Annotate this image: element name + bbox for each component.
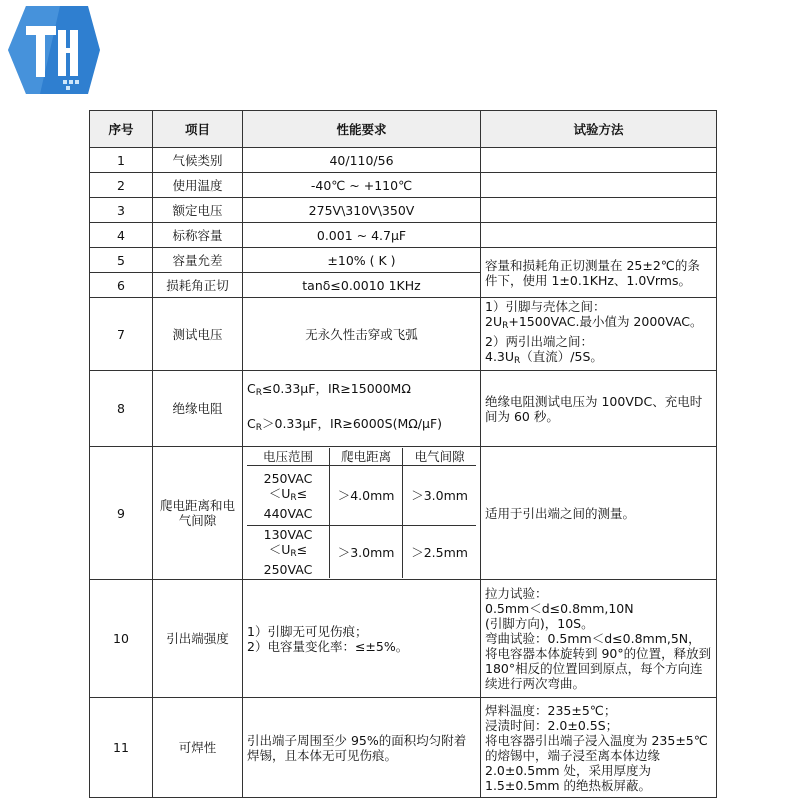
row-method: 绝缘电阻测试电压为 100VDC、充电时间为 60 秒。: [481, 371, 717, 447]
row-item: 气候类别: [153, 148, 243, 173]
row-method: [481, 198, 717, 223]
row-method: 拉力试验： 0.5mm＜d≤0.8mm,10N (引脚方向)，10S。 弯曲试验：0.5mm＜d≤0.8mm,5N，将电容器本体旋转到 90°的位置，释放到 180°相反的位置回到原点，每个方向连续进行两次弯曲。: [481, 580, 717, 698]
row-no: 11: [90, 698, 153, 798]
table-row: [90, 198, 717, 223]
creepage-distance: ＞3.0mm: [329, 526, 402, 579]
row-requirement: 引出端子周围至少 95%的面积均匀附着焊锡，且本体无可见伤痕。: [243, 698, 481, 798]
row-method: [481, 223, 717, 248]
row-method-shared: 容量和损耗角正切测量在 25±2℃的条件下，使用 1±0.1KHz、1.0Vrms。: [481, 248, 717, 298]
subtable-header: 电压范围: [247, 448, 329, 466]
row-item: 使用温度: [153, 173, 243, 198]
row-no: 6: [90, 273, 153, 298]
row-no: 10: [90, 580, 153, 698]
row-no: 9: [90, 447, 153, 580]
row-item: 爬电距离和电气间隙: [153, 447, 243, 580]
row-requirement: ±10% ( K ): [243, 248, 481, 273]
row-no: 7: [90, 298, 153, 371]
row-requirement: 40/110/56: [243, 148, 481, 173]
table-row: [90, 698, 717, 798]
row-item: 绝缘电阻: [153, 371, 243, 447]
header-requirement: 性能要求: [243, 111, 481, 148]
voltage-range: 250VAC $<U_R\le$ 440VAC: [247, 466, 329, 526]
row-item: 测试电压: [153, 298, 243, 371]
subtable-header: 电气间隙: [403, 448, 476, 466]
creepage-subtable: [247, 448, 476, 578]
row-no: 4: [90, 223, 153, 248]
spec-table: [89, 110, 717, 798]
row-requirement: [243, 447, 481, 580]
subtable-header: 爬电距离: [329, 448, 402, 466]
row-requirement: tanδ≤0.0010 1KHz: [243, 273, 481, 298]
voltage-range: 130VAC $<U_R\le$ 250VAC: [247, 526, 329, 579]
table-row: [90, 580, 717, 698]
table-row: [90, 371, 717, 447]
table-row: [90, 173, 717, 198]
row-item: 可焊性: [153, 698, 243, 798]
row-item: 额定电压: [153, 198, 243, 223]
creepage-distance: ＞4.0mm: [329, 466, 402, 526]
table-row: [90, 248, 717, 273]
table-row: [90, 298, 717, 371]
row-no: 8: [90, 371, 153, 447]
row-method: 1）引脚与壳体之间： $2U_R+1500VAC$.最小值为 2000VAC。 2）两引出端之间： $4.3U_R$（直流）/5S。: [481, 298, 717, 371]
row-item: 损耗角正切: [153, 273, 243, 298]
row-method: [481, 173, 717, 198]
company-logo: [0, 0, 100, 100]
row-requirement: -40℃ ~ +110℃: [243, 173, 481, 198]
table-row: [90, 223, 717, 248]
row-requirement: 275V\310V\350V: [243, 198, 481, 223]
clearance: ＞3.0mm: [403, 466, 476, 526]
row-item: 标称容量: [153, 223, 243, 248]
row-method: 焊料温度：235±5℃； 浸渍时间：2.0±0.5S； 将电容器引出端子浸入温度为 235±5℃的熔锡中，端子浸至离本体边缘 2.0±0.5mm 处，采用厚度为 1.5±0.5mm 的绝热板屏蔽。: [481, 698, 717, 798]
row-no: 1: [90, 148, 153, 173]
row-item: 引出端强度: [153, 580, 243, 698]
row-no: 3: [90, 198, 153, 223]
clearance: ＞2.5mm: [403, 526, 476, 579]
table-row: [90, 447, 717, 580]
header-method: 试验方法: [481, 111, 717, 148]
row-requirement: 1）引脚无可见伤痕； 2）电容量变化率：≤±5%。: [243, 580, 481, 698]
row-item: 容量允差: [153, 248, 243, 273]
row-no: 2: [90, 173, 153, 198]
row-requirement: 无永久性击穿或飞弧: [243, 298, 481, 371]
header-no: 序号: [90, 111, 153, 148]
row-requirement: 0.001 ~ 4.7μF: [243, 223, 481, 248]
header-item: 项目: [153, 111, 243, 148]
row-no: 5: [90, 248, 153, 273]
row-method: 适用于引出端之间的测量。: [481, 447, 717, 580]
row-requirement: $C_R\le 0.33\mu F$，IR≥15000MΩ $C_R>0.33\mu F$，IR≥6000S(MΩ/μF): [243, 371, 481, 447]
row-method: [481, 148, 717, 173]
table-header-row: [90, 111, 717, 148]
table-row: [90, 148, 717, 173]
